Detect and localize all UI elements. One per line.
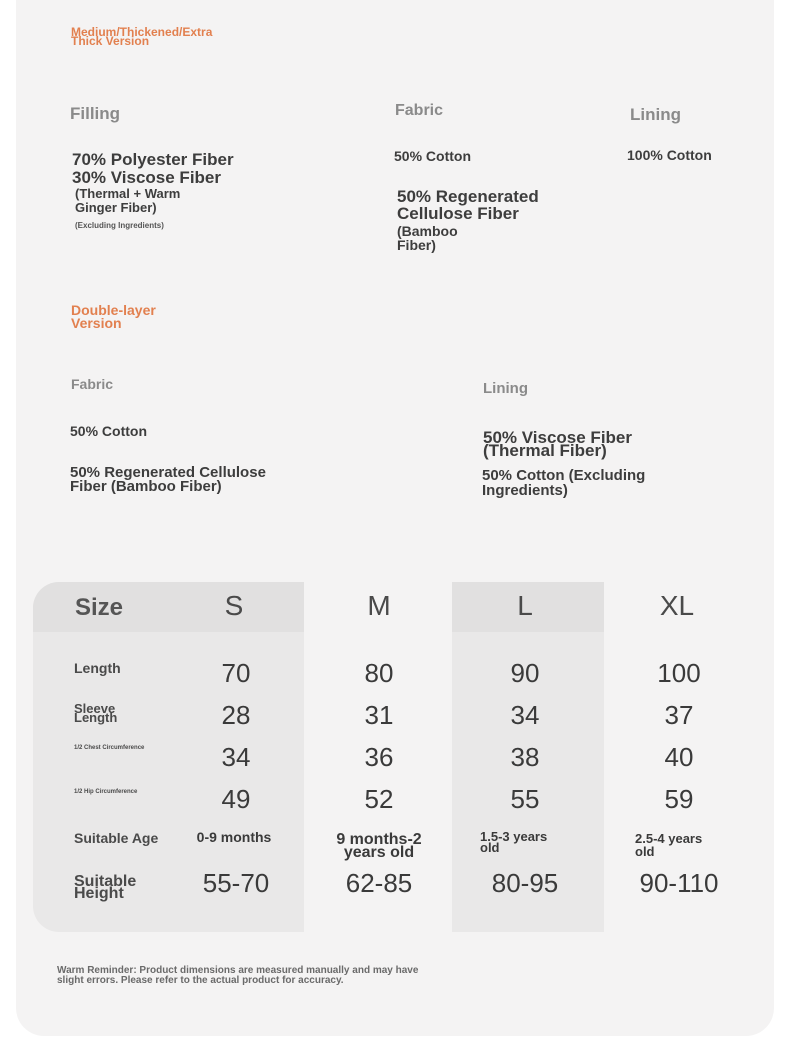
lining-line1: 100% Cotton xyxy=(627,147,712,163)
filling-note: (Excluding Ingredients) xyxy=(75,221,164,230)
dl-fabric-line2: 50% Regenerated Cellulose Fiber (Bamboo Fiber) xyxy=(70,464,266,495)
fabric-line1: 50% Cotton xyxy=(394,148,471,164)
fabric-line3: (Bamboo Fiber) xyxy=(397,223,458,253)
cell-hip-xl: 59 xyxy=(664,784,694,814)
row-label-hip: 1/2 Hip Circumference xyxy=(74,789,138,795)
row-label-height: Suitable Height xyxy=(74,873,137,902)
row-label-age: Suitable Age xyxy=(74,830,159,846)
cell-length-s: 70 xyxy=(221,658,251,688)
cell-sleeve-xl: 37 xyxy=(664,700,694,730)
dl-lining-line2: 50% Cotton (Excluding Ingredients) xyxy=(482,467,646,499)
size-header-l: L xyxy=(517,590,533,621)
size-header-s: S xyxy=(224,590,244,621)
section2-title: Double-layer Version xyxy=(71,302,156,331)
filling-line1: 70% Polyester Fiber xyxy=(72,150,234,169)
cell-hip-m: 52 xyxy=(364,784,394,814)
cell-length-l: 90 xyxy=(510,658,540,688)
dl-lining-label: Lining xyxy=(483,380,528,397)
dl-fabric-label: Fabric xyxy=(71,376,114,392)
lining-label: Lining xyxy=(630,105,681,124)
section1-title: Medium/Thickened/Extra Thick Version xyxy=(71,25,213,48)
cell-sleeve-m: 31 xyxy=(364,700,394,730)
row-label-sleeve-length: Sleeve Length xyxy=(74,701,118,725)
cell-age-xl: 2.5-4 years old xyxy=(635,831,703,859)
filling-label: Filling xyxy=(70,104,121,123)
cell-hip-l: 55 xyxy=(510,784,540,814)
filling-line3: (Thermal + Warm Ginger Fiber) xyxy=(75,186,181,215)
cell-height-l: 80-95 xyxy=(491,868,559,898)
size-header-m: M xyxy=(367,590,391,621)
cell-sleeve-s: 28 xyxy=(221,700,251,730)
cell-chest-l: 38 xyxy=(510,742,540,772)
cell-height-xl: 90-110 xyxy=(639,868,719,898)
size-header-label: Size xyxy=(75,594,124,621)
cell-chest-xl: 40 xyxy=(664,742,694,772)
row-label-chest: 1/2 Chest Circumference xyxy=(74,745,145,751)
cell-length-xl: 100 xyxy=(657,658,701,688)
cell-hip-s: 49 xyxy=(221,784,251,814)
cell-chest-m: 36 xyxy=(364,742,394,772)
cell-length-m: 80 xyxy=(364,658,394,688)
cell-sleeve-l: 34 xyxy=(510,700,540,730)
size-table xyxy=(33,582,758,932)
row-label-length: Length xyxy=(74,660,121,676)
cell-height-m: 62-85 xyxy=(345,868,413,898)
cell-age-l: 1.5-3 years old xyxy=(480,829,548,855)
cell-height-s: 55-70 xyxy=(202,868,270,898)
cell-age-m: 9 months-2 years old xyxy=(336,831,422,861)
cell-chest-s: 34 xyxy=(221,742,251,772)
filling-line2: 30% Viscose Fiber xyxy=(72,168,221,187)
cell-age-s: 0-9 months xyxy=(196,829,272,845)
fabric-label: Fabric xyxy=(395,102,444,119)
fabric-line2: 50% Regenerated Cellulose Fiber xyxy=(397,187,539,223)
warm-reminder: Warm Reminder: Product dimensions are measured manually and may have slight errors. Please refer to the actual product for accuracy. xyxy=(57,965,419,986)
dl-fabric-line1: 50% Cotton xyxy=(70,423,147,439)
dl-lining-line1: 50% Viscose Fiber (Thermal Fiber) xyxy=(483,428,632,460)
size-header-xl: XL xyxy=(659,590,695,621)
